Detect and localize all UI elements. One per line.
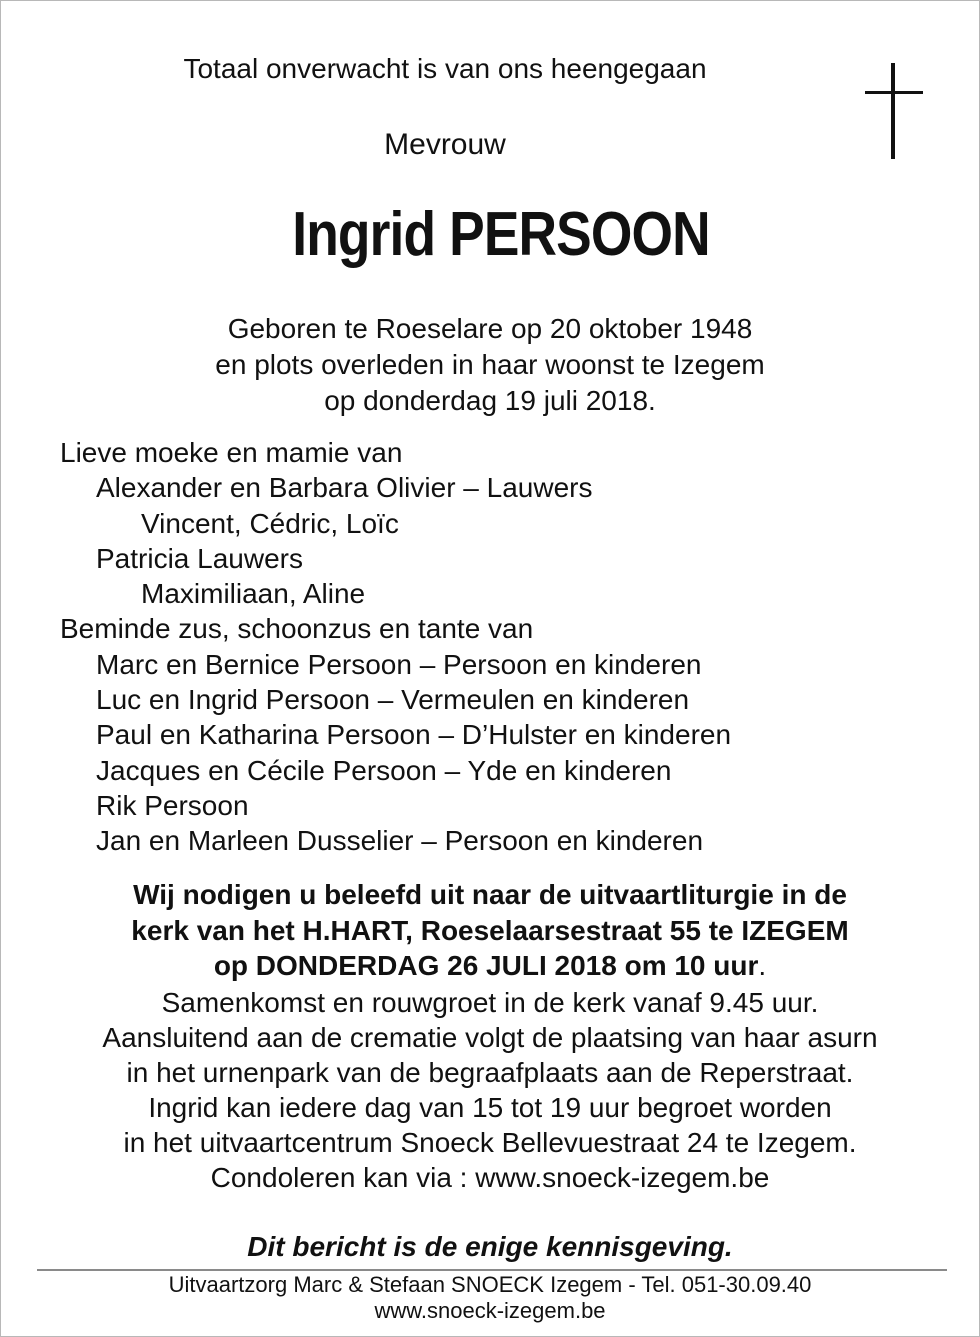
family-heading: Beminde zus, schoonzus en tante van: [60, 613, 534, 645]
funeral-info: [1, 985, 979, 1195]
family-member: Paul en Katharina Persoon – D’Hulster en kinderen: [96, 719, 732, 751]
grandchildren: Vincent, Cédric, Loïc: [141, 507, 399, 539]
invitation-period: .: [758, 950, 767, 981]
family-member: Luc en Ingrid Persoon – Vermeulen en kinderen: [96, 684, 690, 716]
funeral-invitation: [1, 877, 979, 984]
birth-line: Geboren te Roeselare op 20 oktober 1948: [227, 313, 753, 344]
family-member: Alexander en Barbara Olivier – Lauwers: [96, 472, 593, 504]
divider: [37, 1269, 947, 1271]
cross-icon: [865, 63, 923, 159]
info-line: Ingrid kan iedere dag van 15 tot 19 uur begroet worden: [148, 1092, 832, 1123]
invitation-line: [1, 948, 979, 984]
family-member: Rik Persoon: [96, 789, 249, 821]
deceased-name: Ingrid PERSOON: [292, 200, 710, 269]
family-list: [60, 435, 731, 859]
invitation-line: kerk van het H.HART, Roeselaarsestraat 55 te IZEGEM: [131, 914, 849, 946]
info-line: Samenkomst en rouwgroet in de kerk vanaf 9.45 uur.: [161, 987, 819, 1018]
info-line: in het uitvaartcentrum Snoeck Bellevuestraat 24 te Izegem.: [123, 1127, 857, 1158]
birth-death-block: [1, 311, 979, 419]
funeral-home-line: Uitvaartzorg Marc & Stefaan SNOECK Izegem - Tel. 051-30.09.40: [168, 1272, 812, 1297]
family-member: Marc en Bernice Persoon – Persoon en kinderen: [96, 648, 702, 680]
salutation: Mevrouw: [384, 128, 506, 161]
invitation-line: Wij nodigen u beleefd uit naar de uitvaartliturgie in de: [133, 879, 847, 910]
family-member: Jacques en Cécile Persoon – Yde en kinderen: [96, 754, 672, 786]
family-member: Patricia Lauwers: [96, 542, 303, 574]
info-line: Aansluitend aan de crematie volgt de plaatsing van haar asurn: [102, 1022, 878, 1053]
death-date-line: op donderdag 19 juli 2018.: [324, 385, 656, 416]
info-line: in het urnenpark van de begraafplaats aan de Reperstraat.: [126, 1057, 854, 1088]
family-member: Jan en Marleen Dusselier – Persoon en kinderen: [96, 825, 704, 857]
condolence-line: Condoleren kan via : www.snoeck-izegem.be: [210, 1162, 770, 1193]
death-line: en plots overleden in haar woonst te Izegem: [215, 349, 765, 380]
sole-notice: Dit bericht is de enige kennisgeving.: [247, 1231, 733, 1262]
footer: [1, 1272, 979, 1324]
funeral-home-website: www.snoeck-izegem.be: [374, 1298, 606, 1323]
grandchildren: Maximiliaan, Aline: [141, 578, 366, 610]
family-heading: Lieve moeke en mamie van: [60, 437, 403, 468]
intro-line: Totaal onverwacht is van ons heengegaan: [183, 53, 707, 84]
funeral-date: op DONDERDAG 26 JULI 2018 om 10 uur: [213, 950, 759, 981]
